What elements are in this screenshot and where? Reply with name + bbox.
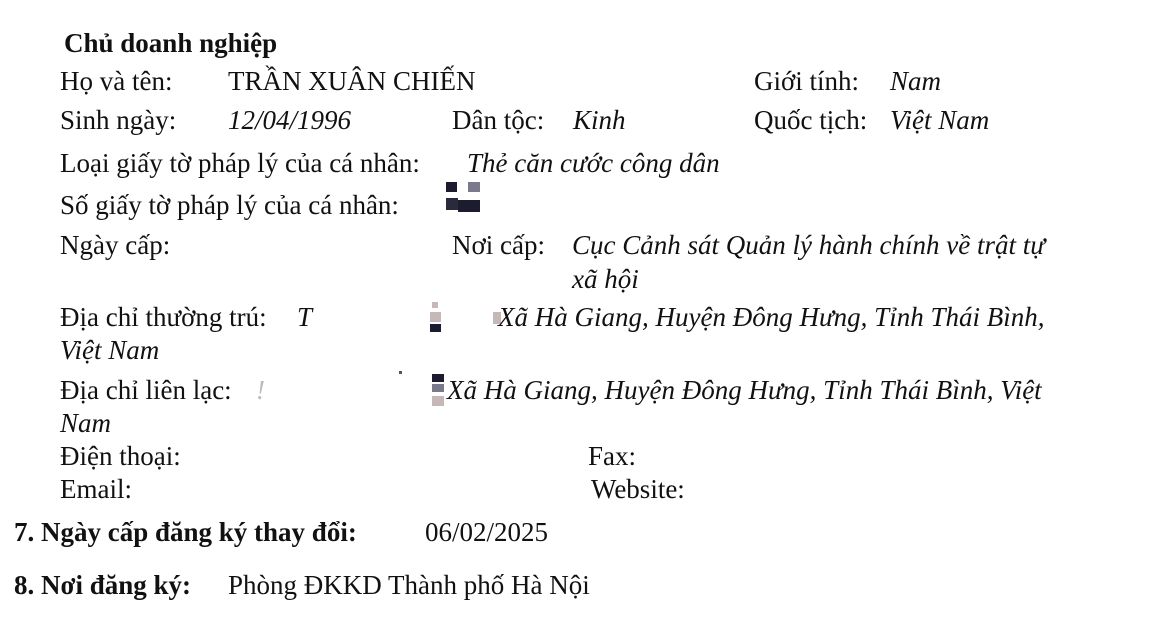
permanent-address-line1: Xã Hà Giang, Huyện Đông Hưng, Tỉnh Thái Bình, [498,302,1045,332]
id-type-value: Thẻ căn cước công dân [467,148,720,178]
contact-address-label: Địa chỉ liên lạc: [60,375,232,405]
issue-place-line2: xã hội [572,264,639,294]
owner-heading: Chủ doanh nghiệp [64,28,278,58]
phone-label: Điện thoại: [60,441,181,471]
ethnicity-value: Kinh [573,105,626,135]
dob-value: 12/04/1996 [228,105,352,135]
email-label: Email: [60,474,132,504]
section7-value: 06/02/2025 [425,517,549,547]
dob-label: Sinh ngày: [60,105,177,135]
id-type-label: Loại giấy tờ pháp lý của cá nhân: [60,148,420,178]
fax-label: Fax: [588,441,637,471]
website-label: Website: [591,474,685,504]
contact-address-line1: Xã Hà Giang, Huyện Đông Hưng, Tỉnh Thái Bình, Việt [447,375,1042,405]
ethnicity-label: Dân tộc: [452,105,545,135]
contact-address-line2: Nam [60,408,112,438]
issue-place-label: Nơi cấp: [452,230,545,260]
permanent-address-label: Địa chỉ thường trú: [60,302,267,332]
contact-address-prefix: ! [256,375,265,405]
name-value: TRẦN XUÂN CHIẾN [228,66,476,96]
id-number-label: Số giấy tờ pháp lý của cá nhân: [60,190,399,220]
issue-date-label: Ngày cấp: [60,230,171,260]
name-label: Họ và tên: [60,66,173,96]
issue-place-line1: Cục Cảnh sát Quản lý hành chính về trật tự [572,230,1045,260]
permanent-address-line2: Việt Nam [60,335,160,365]
section8-label: 8. Nơi đăng ký: [14,570,191,600]
nationality-label: Quốc tịch: [754,105,868,135]
nationality-value: Việt Nam [890,105,990,135]
section7-label: 7. Ngày cấp đăng ký thay đổi: [14,517,357,547]
permanent-address-prefix: T [297,302,313,332]
section8-value: Phòng ĐKKD Thành phố Hà Nội [228,570,590,600]
gender-value: Nam [890,66,942,96]
gender-label: Giới tính: [754,66,860,96]
